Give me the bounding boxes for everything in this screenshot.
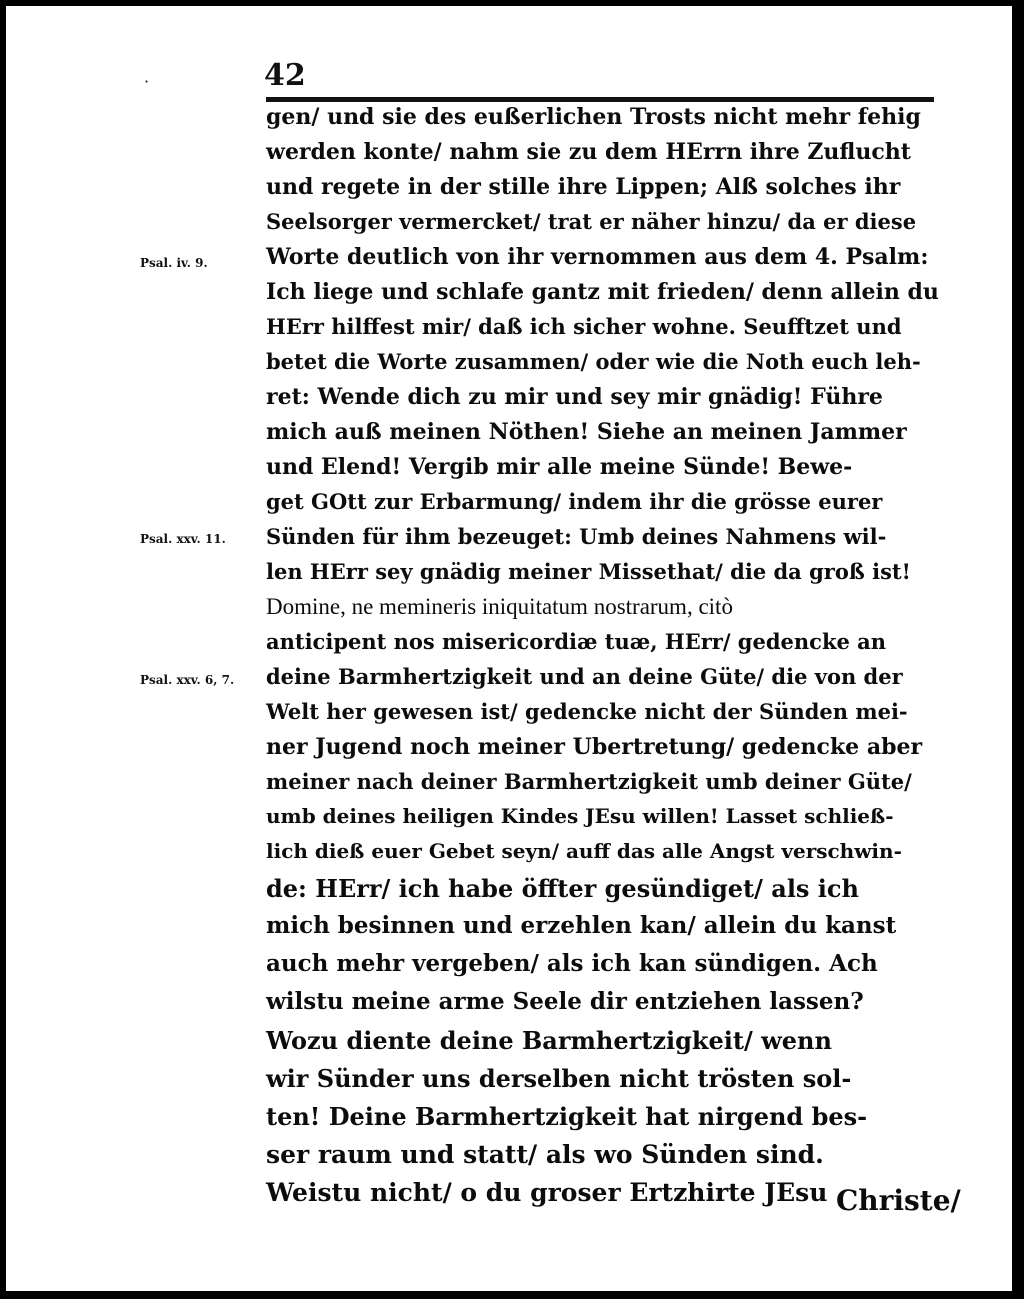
text-line: de: HErr/ ich habe öffter gesündiget/ als ich	[266, 874, 859, 903]
text-line: HErr hilffest mir/ daß ich sicher wohne. Seufftzet und	[266, 314, 902, 339]
text-line: wilstu meine arme Seele dir entziehen lassen?	[266, 988, 864, 1015]
text-line: mich besinnen und erzehlen kan/ allein du kanst	[266, 912, 897, 939]
scan-border-right	[1012, 0, 1024, 1299]
latin-line: Domine, ne memineris iniquitatum nostrarum, citò	[266, 594, 733, 619]
text-line: Wozu diente deine Barmhertzigkeit/ wenn	[266, 1026, 832, 1055]
scan-border-top	[0, 0, 1024, 6]
text-line: Seelsorger vermercket/ trat er näher hinzu/ da er diese	[266, 209, 917, 234]
page-number: 42	[264, 58, 306, 93]
text-line: und Elend! Vergib mir alle meine Sünde! Bewe-	[266, 454, 853, 480]
text-line: lich dieß euer Gebet seyn/ auff das alle Angst verschwin-	[266, 839, 902, 863]
text-line: deine Barmhertzigkeit und an deine Güte/ die von der	[266, 664, 903, 689]
catchword: Christe/	[836, 1184, 961, 1217]
text-line: gen/ und sie des eußerlichen Trosts nicht mehr fehig	[266, 104, 921, 130]
text-line: betet die Worte zusammen/ oder wie die Noth euch leh-	[266, 349, 921, 374]
scan-border-bottom	[0, 1291, 1024, 1299]
text-line: len HErr sey gnädig meiner Missethat/ die da groß ist!	[266, 559, 911, 584]
scan-border-left	[0, 0, 6, 1299]
text-line: werden konte/ nahm sie zu dem HErrn ihre Zuflucht	[266, 139, 911, 165]
margin-note-psalm-25-11: Psal. xxv. 11.	[140, 532, 226, 546]
text-line: Weistu nicht/ o du groser Ertzhirte JEsu	[266, 1178, 828, 1207]
text-line: umb deines heiligen Kindes JEsu willen! Lasset schließ-	[266, 804, 894, 828]
text-line: Ich liege und schlafe gantz mit frieden/ denn allein du	[266, 279, 939, 305]
text-line: Welt her gewesen ist/ gedencke nicht der Sünden mei-	[266, 699, 908, 724]
text-line: Sünden für ihm bezeuget: Umb deines Nahmens wil-	[266, 524, 887, 549]
text-line: ner Jugend noch meiner Ubertretung/ gedencke aber	[266, 734, 923, 760]
text-line: anticipent nos misericordiæ tuæ, HErr/ gedencke an	[266, 629, 887, 654]
margin-speck: ·	[144, 72, 150, 91]
margin-note-psalm-25-6-7: Psal. xxv. 6, 7.	[140, 673, 235, 687]
text-line: get GOtt zur Erbarmung/ indem ihr die grösse eurer	[266, 489, 883, 514]
text-line: und regete in der stille ihre Lippen; Alß solches ihr	[266, 174, 901, 200]
text-line: ret: Wende dich zu mir und sey mir gnädig! Führe	[266, 384, 883, 410]
text-line: Worte deutlich von ihr vernommen aus dem 4. Psalm:	[266, 244, 929, 270]
text-line: mich auß meinen Nöthen! Siehe an meinen Jammer	[266, 419, 907, 445]
text-line: ten! Deine Barmhertzigkeit hat nirgend bes-	[266, 1102, 868, 1131]
text-line: wir Sünder uns derselben nicht trösten sol-	[266, 1064, 852, 1093]
text-line: auch mehr vergeben/ als ich kan sündigen. Ach	[266, 950, 878, 977]
text-line: ser raum und statt/ als wo Sünden sind.	[266, 1140, 824, 1169]
header-rule	[266, 97, 934, 102]
margin-note-psalm-4-9: Psal. iv. 9.	[140, 256, 208, 270]
text-line: meiner nach deiner Barmhertzigkeit umb deiner Güte/	[266, 769, 912, 794]
